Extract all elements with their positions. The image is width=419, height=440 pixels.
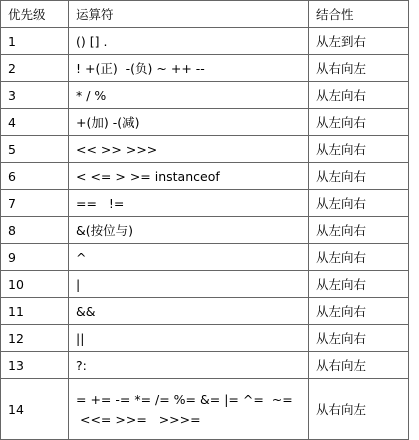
precedence-level-cell: 13 bbox=[1, 352, 69, 379]
table-row bbox=[1, 244, 409, 271]
associativity-cell: 从左向右 bbox=[309, 109, 409, 136]
associativity-cell: 从右向左 bbox=[309, 352, 409, 379]
table-row bbox=[1, 190, 409, 217]
precedence-level-cell: 5 bbox=[1, 136, 69, 163]
operators-line: == != bbox=[76, 195, 125, 211]
associativity-cell: 从左向右 bbox=[309, 298, 409, 325]
operators-line: << >> >>> bbox=[76, 141, 158, 157]
precedence-level-cell: 10 bbox=[1, 271, 69, 298]
table-row bbox=[1, 82, 409, 109]
header-associativity: 结合性 bbox=[309, 1, 409, 28]
operators-line: ^ bbox=[76, 249, 87, 265]
operators-cell bbox=[69, 136, 309, 163]
associativity-cell: 从左向右 bbox=[309, 271, 409, 298]
table-row bbox=[1, 352, 409, 379]
precedence-level-cell: 2 bbox=[1, 55, 69, 82]
operators-cell bbox=[69, 379, 309, 440]
header-operators: 运算符 bbox=[69, 1, 309, 28]
operators-cell bbox=[69, 271, 309, 298]
table-row bbox=[1, 271, 409, 298]
table-row bbox=[1, 217, 409, 244]
operators-cell bbox=[69, 28, 309, 55]
precedence-level-cell: 11 bbox=[1, 298, 69, 325]
operators-line: | bbox=[76, 276, 81, 292]
associativity-cell: 从左向右 bbox=[309, 82, 409, 109]
operators-line: < <= > >= instanceof bbox=[76, 168, 220, 184]
associativity-cell: 从左向右 bbox=[309, 217, 409, 244]
header-level: 优先级 bbox=[1, 1, 69, 28]
operators-line: +(加) -(减) bbox=[76, 114, 140, 130]
precedence-level-cell: 1 bbox=[1, 28, 69, 55]
operators-cell bbox=[69, 163, 309, 190]
associativity-cell: 从左向右 bbox=[309, 163, 409, 190]
operators-line: &(按位与) bbox=[76, 222, 134, 238]
precedence-level-cell: 14 bbox=[1, 379, 69, 440]
associativity-cell: 从左向右 bbox=[309, 136, 409, 163]
operators-line: ! +(正) -(负) ~ ++ -- bbox=[76, 60, 205, 76]
associativity-cell: 从左向右 bbox=[309, 190, 409, 217]
precedence-level-cell: 3 bbox=[1, 82, 69, 109]
operators-cell bbox=[69, 55, 309, 82]
table-header-row bbox=[1, 1, 409, 28]
table-row bbox=[1, 325, 409, 352]
precedence-level-cell: 6 bbox=[1, 163, 69, 190]
operators-line: ?: bbox=[76, 357, 87, 373]
precedence-level-cell: 12 bbox=[1, 325, 69, 352]
table-row bbox=[1, 109, 409, 136]
table-row bbox=[1, 28, 409, 55]
operators-line: () [] . bbox=[76, 33, 108, 49]
operators-line: && bbox=[76, 303, 96, 319]
table-row bbox=[1, 379, 409, 440]
operators-cell bbox=[69, 325, 309, 352]
associativity-cell: 从左向右 bbox=[309, 325, 409, 352]
operators-cell bbox=[69, 82, 309, 109]
associativity-cell: 从右向左 bbox=[309, 379, 409, 440]
associativity-cell: 从右向左 bbox=[309, 55, 409, 82]
precedence-level-cell: 4 bbox=[1, 109, 69, 136]
operators-cell bbox=[69, 352, 309, 379]
operators-cell bbox=[69, 190, 309, 217]
precedence-level-cell: 8 bbox=[1, 217, 69, 244]
operators-line: <<= >>= >>>= bbox=[76, 411, 201, 427]
operators-line: * / % bbox=[76, 87, 107, 103]
precedence-level-cell: 9 bbox=[1, 244, 69, 271]
associativity-cell: 从左到右 bbox=[309, 28, 409, 55]
operators-cell bbox=[69, 244, 309, 271]
table-row bbox=[1, 136, 409, 163]
table-row bbox=[1, 55, 409, 82]
operators-cell bbox=[69, 217, 309, 244]
operators-line: = += -= *= /= %= &= |= ^= ~= bbox=[76, 391, 293, 407]
table-row bbox=[1, 298, 409, 325]
table-row bbox=[1, 163, 409, 190]
precedence-level-cell: 7 bbox=[1, 190, 69, 217]
operators-cell bbox=[69, 298, 309, 325]
operators-line: || bbox=[76, 330, 85, 346]
associativity-cell: 从左向右 bbox=[309, 244, 409, 271]
operators-cell bbox=[69, 109, 309, 136]
